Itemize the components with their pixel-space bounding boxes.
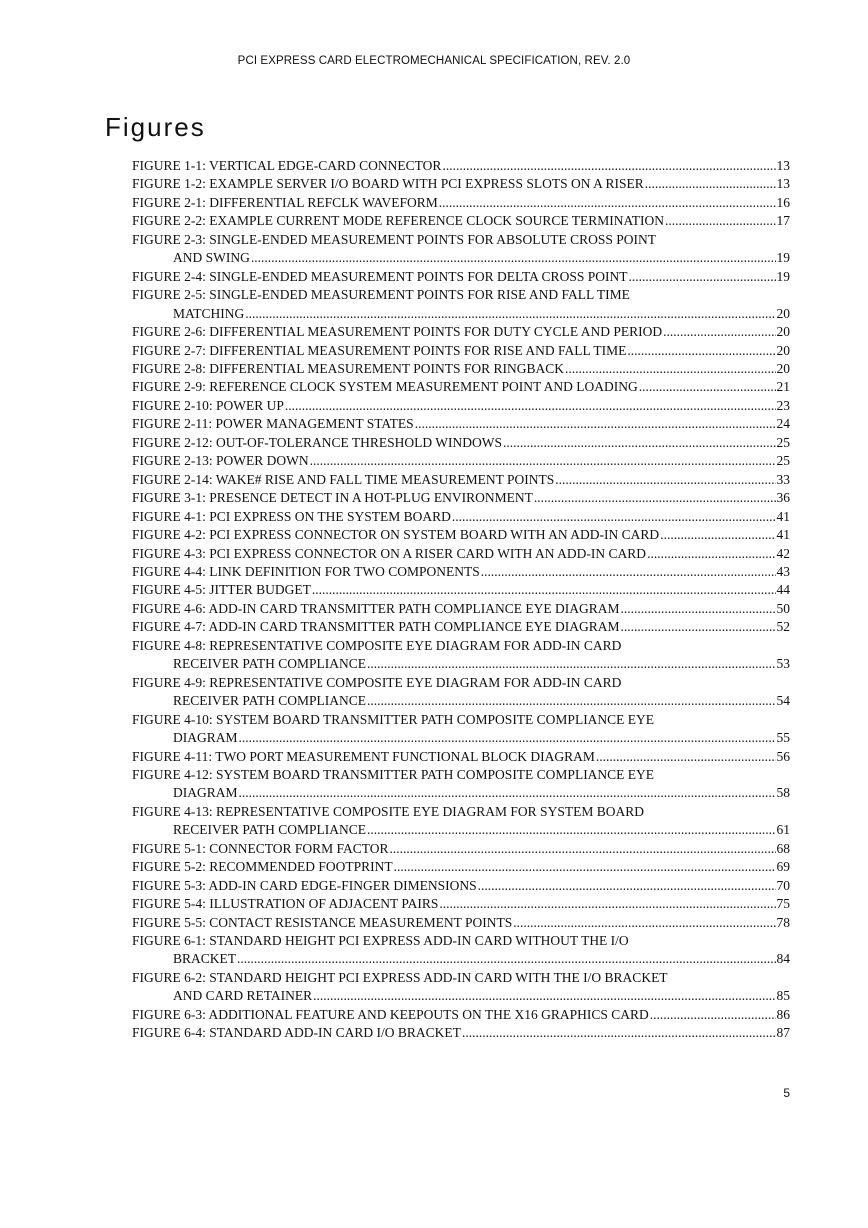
toc-entry-title: FIGURE 5-1: CONNECTOR FORM FACTOR <box>132 840 389 856</box>
toc-page-number: 41 <box>776 508 790 524</box>
toc-entry-line <box>132 895 790 913</box>
toc-entry-title: FIGURE 4-1: PCI EXPRESS ON THE SYSTEM BOARD <box>132 508 451 524</box>
toc-entry-line <box>132 914 790 932</box>
toc-entry-title: FIGURE 4-6: ADD-IN CARD TRANSMITTER PATH COMPLIANCE EYE DIAGRAM <box>132 600 620 616</box>
toc-entry[interactable] <box>132 157 790 175</box>
toc-page-number: 61 <box>776 822 790 838</box>
dot-leader <box>394 858 776 876</box>
toc-entry-line <box>132 858 790 876</box>
toc-entry-title: FIGURE 4-10: SYSTEM BOARD TRANSMITTER PATH COMPOSITE COMPLIANCE EYE <box>132 711 655 727</box>
toc-page-number: 19 <box>776 250 790 266</box>
dot-leader <box>503 434 776 452</box>
toc-entry[interactable] <box>132 840 790 858</box>
toc-entry-line <box>132 563 790 581</box>
toc-page-number: 16 <box>776 194 790 210</box>
toc-entry[interactable] <box>132 618 790 636</box>
toc-entry-line <box>132 545 790 563</box>
toc-entry[interactable] <box>132 674 790 711</box>
dot-leader <box>621 618 776 636</box>
toc-page-number: 23 <box>776 397 790 413</box>
dot-leader <box>245 305 775 323</box>
toc-entry-title: FIGURE 2-6: DIFFERENTIAL MEASUREMENT POINTS FOR DUTY CYCLE AND PERIOD <box>132 324 663 340</box>
toc-entry-title: FIGURE 2-1: DIFFERENTIAL REFCLK WAVEFORM <box>132 194 438 210</box>
toc-entry[interactable] <box>132 1006 790 1024</box>
dot-leader <box>660 526 775 544</box>
toc-entry-line <box>132 526 790 544</box>
toc-page-number: 20 <box>776 342 790 358</box>
dot-leader <box>390 840 776 858</box>
toc-page-number: 84 <box>776 951 790 967</box>
toc-page-number: 54 <box>776 693 790 709</box>
toc-entry[interactable] <box>132 563 790 581</box>
toc-entry-title: FIGURE 1-2: EXAMPLE SERVER I/O BOARD WITH PCI EXPRESS SLOTS ON A RISER <box>132 176 644 192</box>
toc-entry-title: FIGURE 4-11: TWO PORT MEASUREMENT FUNCTIONAL BLOCK DIAGRAM <box>132 748 595 764</box>
toc-entry-line <box>132 157 790 175</box>
toc-entry-title: FIGURE 4-3: PCI EXPRESS CONNECTOR ON A RISER CARD WITH AN ADD-IN CARD <box>132 545 647 561</box>
toc-entry-title: FIGURE 2-9: REFERENCE CLOCK SYSTEM MEASUREMENT POINT AND LOADING <box>132 379 638 395</box>
toc-entry-line <box>132 618 790 636</box>
toc-entry-title: FIGURE 4-4: LINK DEFINITION FOR TWO COMPONENTS <box>132 563 480 579</box>
toc-entry-title: FIGURE 2-3: SINGLE-ENDED MEASUREMENT POINTS FOR ABSOLUTE CROSS POINT <box>132 231 657 247</box>
toc-entry[interactable] <box>132 858 790 876</box>
toc-entry[interactable] <box>132 877 790 895</box>
toc-entry-line <box>132 1006 790 1024</box>
toc-entry[interactable] <box>132 471 790 489</box>
toc-entry[interactable] <box>132 526 790 544</box>
toc-entry-title: AND CARD RETAINER <box>173 988 313 1004</box>
toc-page-number: 33 <box>776 471 790 487</box>
toc-entry-title: BRACKET <box>173 951 237 967</box>
toc-page-number: 56 <box>776 748 790 764</box>
toc-page-number: 75 <box>776 896 790 912</box>
toc-entry-title: FIGURE 5-3: ADD-IN CARD EDGE-FINGER DIMENSIONS <box>132 877 477 893</box>
toc-page-number: 44 <box>776 582 790 598</box>
toc-entry-line <box>132 711 790 729</box>
dot-leader <box>650 1006 776 1024</box>
toc-entry-line <box>132 637 790 655</box>
toc-entry[interactable] <box>132 342 790 360</box>
toc-entry-title: RECEIVER PATH COMPLIANCE <box>173 693 367 709</box>
toc-entry-line <box>132 378 790 396</box>
toc-entry[interactable] <box>132 545 790 563</box>
dot-leader <box>627 342 775 360</box>
toc-entry-title: FIGURE 4-2: PCI EXPRESS CONNECTOR ON SYSTEM BOARD WITH AN ADD-IN CARD <box>132 527 660 543</box>
toc-entry-line <box>132 877 790 895</box>
toc-entry-title: FIGURE 6-4: STANDARD ADD-IN CARD I/O BRACKET <box>132 1025 461 1041</box>
toc-page-number: 17 <box>776 213 790 229</box>
toc-entry-continuation <box>132 987 790 1005</box>
toc-entry[interactable] <box>132 397 790 415</box>
toc-entry[interactable] <box>132 489 790 507</box>
dot-leader <box>285 397 776 415</box>
toc-entry-title: FIGURE 2-13: POWER DOWN <box>132 453 309 469</box>
toc-page-number: 25 <box>776 453 790 469</box>
toc-entry-line <box>132 452 790 470</box>
toc-entry-title: FIGURE 2-10: POWER UP <box>132 397 284 413</box>
toc-page-number: 43 <box>776 563 790 579</box>
toc-entry-title: FIGURE 4-8: REPRESENTATIVE COMPOSITE EYE DIAGRAM FOR ADD-IN CARD <box>132 637 622 653</box>
dot-leader <box>313 987 775 1005</box>
toc-entry[interactable] <box>132 194 790 212</box>
toc-entry-title: FIGURE 3-1: PRESENCE DETECT IN A HOT-PLUG ENVIRONMENT <box>132 490 533 506</box>
dot-leader <box>478 877 776 895</box>
toc-entry-title: FIGURE 4-9: REPRESENTATIVE COMPOSITE EYE DIAGRAM FOR ADD-IN CARD <box>132 674 622 690</box>
toc-entry-title: RECEIVER PATH COMPLIANCE <box>173 822 367 838</box>
toc-entry-continuation <box>132 950 790 968</box>
dot-leader <box>367 821 775 839</box>
toc-entry-title: FIGURE 5-2: RECOMMENDED FOOTPRINT <box>132 859 393 875</box>
page-number: 5 <box>783 1086 790 1100</box>
dot-leader <box>239 729 776 747</box>
toc-entry-title: DIAGRAM <box>173 730 238 746</box>
toc-entry[interactable] <box>132 711 790 748</box>
toc-entry-title: FIGURE 2-14: WAKE# RISE AND FALL TIME MEASUREMENT POINTS <box>132 471 555 487</box>
dot-leader <box>462 1024 776 1042</box>
toc-entry-title: MATCHING <box>173 305 245 321</box>
toc-page-number: 78 <box>776 914 790 930</box>
toc-page-number: 52 <box>776 619 790 635</box>
toc-page-number: 24 <box>776 416 790 432</box>
toc-entry-title: FIGURE 4-5: JITTER BUDGET <box>132 582 311 598</box>
dot-leader <box>310 452 776 470</box>
toc-entry-line <box>132 212 790 230</box>
dot-leader <box>645 175 776 193</box>
toc-entry-line <box>132 600 790 618</box>
dot-leader <box>312 581 776 599</box>
dot-leader <box>647 545 775 563</box>
toc-entry-line <box>132 508 790 526</box>
dot-leader <box>513 914 775 932</box>
toc-page-number: 53 <box>776 656 790 672</box>
dot-leader <box>628 268 775 286</box>
toc-entry[interactable] <box>132 452 790 470</box>
toc-entry[interactable] <box>132 932 790 969</box>
toc-page-number: 86 <box>776 1006 790 1022</box>
toc-entry-continuation <box>132 305 790 323</box>
toc-entry-continuation <box>132 249 790 267</box>
toc-entry-line <box>132 323 790 341</box>
toc-entry-continuation <box>132 655 790 673</box>
toc-entry-title: FIGURE 2-7: DIFFERENTIAL MEASUREMENT POINTS FOR RISE AND FALL TIME <box>132 342 627 358</box>
toc-page-number: 13 <box>776 176 790 192</box>
toc-entry-title: FIGURE 2-8: DIFFERENTIAL MEASUREMENT POINTS FOR RINGBACK <box>132 360 565 376</box>
dot-leader <box>555 471 775 489</box>
toc-entry-line <box>132 674 790 692</box>
toc-entry-line <box>132 803 790 821</box>
toc-page-number: 19 <box>776 268 790 284</box>
dot-leader <box>596 748 776 766</box>
toc-page-number: 41 <box>776 527 790 543</box>
toc-page-number: 42 <box>776 545 790 561</box>
dot-leader <box>665 212 775 230</box>
toc-entry-title: FIGURE 6-2: STANDARD HEIGHT PCI EXPRESS ADD-IN CARD WITH THE I/O BRACKET <box>132 969 668 985</box>
dot-leader <box>439 194 776 212</box>
toc-page-number: 20 <box>776 360 790 376</box>
section-title: Figures <box>105 112 206 142</box>
dot-leader <box>663 323 775 341</box>
toc-entry-line <box>132 1024 790 1042</box>
toc-entry-continuation <box>132 692 790 710</box>
toc-entry-title: FIGURE 4-7: ADD-IN CARD TRANSMITTER PATH COMPLIANCE EYE DIAGRAM <box>132 619 620 635</box>
toc-entry-line <box>132 175 790 193</box>
dot-leader <box>439 895 775 913</box>
toc-entry-continuation <box>132 784 790 802</box>
toc-entry-line <box>132 194 790 212</box>
toc-entry-title: AND SWING <box>173 250 250 266</box>
dot-leader <box>239 784 776 802</box>
toc-page-number: 21 <box>776 379 790 395</box>
toc-entry-line <box>132 268 790 286</box>
toc-entry-line <box>132 397 790 415</box>
toc-page-number: 20 <box>776 305 790 321</box>
toc-entry-line <box>132 932 790 950</box>
toc-entry-line <box>132 286 790 304</box>
toc-entry-line <box>132 471 790 489</box>
dot-leader <box>452 508 776 526</box>
toc-page-number: 13 <box>776 158 790 173</box>
toc-entry[interactable] <box>132 637 790 674</box>
toc-entry-line <box>132 581 790 599</box>
toc-entry[interactable] <box>132 212 790 230</box>
toc-entry-title: FIGURE 2-5: SINGLE-ENDED MEASUREMENT POINTS FOR RISE AND FALL TIME <box>132 287 630 303</box>
dot-leader <box>639 378 776 396</box>
toc-page-number: 20 <box>776 324 790 340</box>
toc-entry-line <box>132 969 790 987</box>
toc-entry-line <box>132 434 790 452</box>
toc-entry-title: FIGURE 4-13: REPRESENTATIVE COMPOSITE EYE DIAGRAM FOR SYSTEM BOARD <box>132 803 644 819</box>
dot-leader <box>442 157 775 175</box>
toc-entry-continuation <box>132 821 790 839</box>
dot-leader <box>415 415 776 433</box>
toc-page-number: 68 <box>776 840 790 856</box>
toc-entry[interactable] <box>132 803 790 840</box>
toc-entry-title: FIGURE 6-1: STANDARD HEIGHT PCI EXPRESS ADD-IN CARD WITHOUT THE I/O <box>132 933 629 949</box>
dot-leader <box>237 950 775 968</box>
toc-entry[interactable] <box>132 581 790 599</box>
toc-entry-line <box>132 415 790 433</box>
toc-page-number: 69 <box>776 859 790 875</box>
dot-leader <box>621 600 776 618</box>
toc-page-number: 87 <box>776 1025 790 1041</box>
toc-entry-title: FIGURE 2-4: SINGLE-ENDED MEASUREMENT POINTS FOR DELTA CROSS POINT <box>132 268 628 284</box>
toc-entry-continuation <box>132 729 790 747</box>
toc-entry-line <box>132 766 790 784</box>
toc-entry-title: FIGURE 5-5: CONTACT RESISTANCE MEASUREMENT POINTS <box>132 914 513 930</box>
toc-page-number: 25 <box>776 434 790 450</box>
toc-page-number: 55 <box>776 730 790 746</box>
dot-leader <box>565 360 775 378</box>
toc-entry-title: FIGURE 2-2: EXAMPLE CURRENT MODE REFERENCE CLOCK SOURCE TERMINATION <box>132 213 665 229</box>
toc-entry[interactable] <box>132 895 790 913</box>
toc-entry-line <box>132 342 790 360</box>
running-header: PCI EXPRESS CARD ELECTROMECHANICAL SPECIFICATION, REV. 2.0 <box>237 55 631 67</box>
toc-entry-title: FIGURE 1-1: VERTICAL EDGE-CARD CONNECTOR <box>132 158 442 173</box>
toc-entry[interactable] <box>132 1024 790 1042</box>
toc-entry[interactable] <box>132 748 790 766</box>
toc-entry[interactable] <box>132 969 790 1006</box>
toc-entry[interactable] <box>132 434 790 452</box>
toc-entry[interactable] <box>132 766 790 803</box>
dot-leader <box>367 655 775 673</box>
toc-entry-line <box>132 360 790 378</box>
toc-entry-title: FIGURE 6-3: ADDITIONAL FEATURE AND KEEPOUTS ON THE X16 GRAPHICS CARD <box>132 1006 649 1022</box>
toc-entry[interactable] <box>132 360 790 378</box>
toc-entry-title: FIGURE 4-12: SYSTEM BOARD TRANSMITTER PATH COMPOSITE COMPLIANCE EYE <box>132 766 655 782</box>
toc-entry[interactable] <box>132 508 790 526</box>
toc-entry-title: RECEIVER PATH COMPLIANCE <box>173 656 367 672</box>
toc-entry[interactable] <box>132 323 790 341</box>
list-of-figures <box>132 157 790 1043</box>
toc-entry[interactable] <box>132 415 790 433</box>
toc-entry-line <box>132 231 790 249</box>
toc-page-number: 58 <box>776 785 790 801</box>
dot-leader <box>481 563 776 581</box>
dot-leader <box>251 249 776 267</box>
toc-entry-title: FIGURE 5-4: ILLUSTRATION OF ADJACENT PAIRS <box>132 896 439 912</box>
toc-entry-title: FIGURE 2-11: POWER MANAGEMENT STATES <box>132 416 414 432</box>
toc-entry[interactable] <box>132 268 790 286</box>
toc-page-number: 70 <box>776 877 790 893</box>
toc-entry[interactable] <box>132 231 790 268</box>
toc-entry-line <box>132 489 790 507</box>
dot-leader <box>534 489 776 507</box>
toc-entry[interactable] <box>132 914 790 932</box>
dot-leader <box>367 692 775 710</box>
toc-entry[interactable] <box>132 286 790 323</box>
toc-page-number: 36 <box>776 490 790 506</box>
toc-page-number: 50 <box>776 600 790 616</box>
toc-entry[interactable] <box>132 378 790 396</box>
toc-entry-title: FIGURE 2-12: OUT-OF-TOLERANCE THRESHOLD WINDOWS <box>132 434 502 450</box>
toc-entry-title: DIAGRAM <box>173 785 238 801</box>
toc-entry[interactable] <box>132 175 790 193</box>
toc-entry[interactable] <box>132 600 790 618</box>
toc-entry-line <box>132 748 790 766</box>
toc-entry-line <box>132 840 790 858</box>
toc-page-number: 85 <box>776 988 790 1004</box>
